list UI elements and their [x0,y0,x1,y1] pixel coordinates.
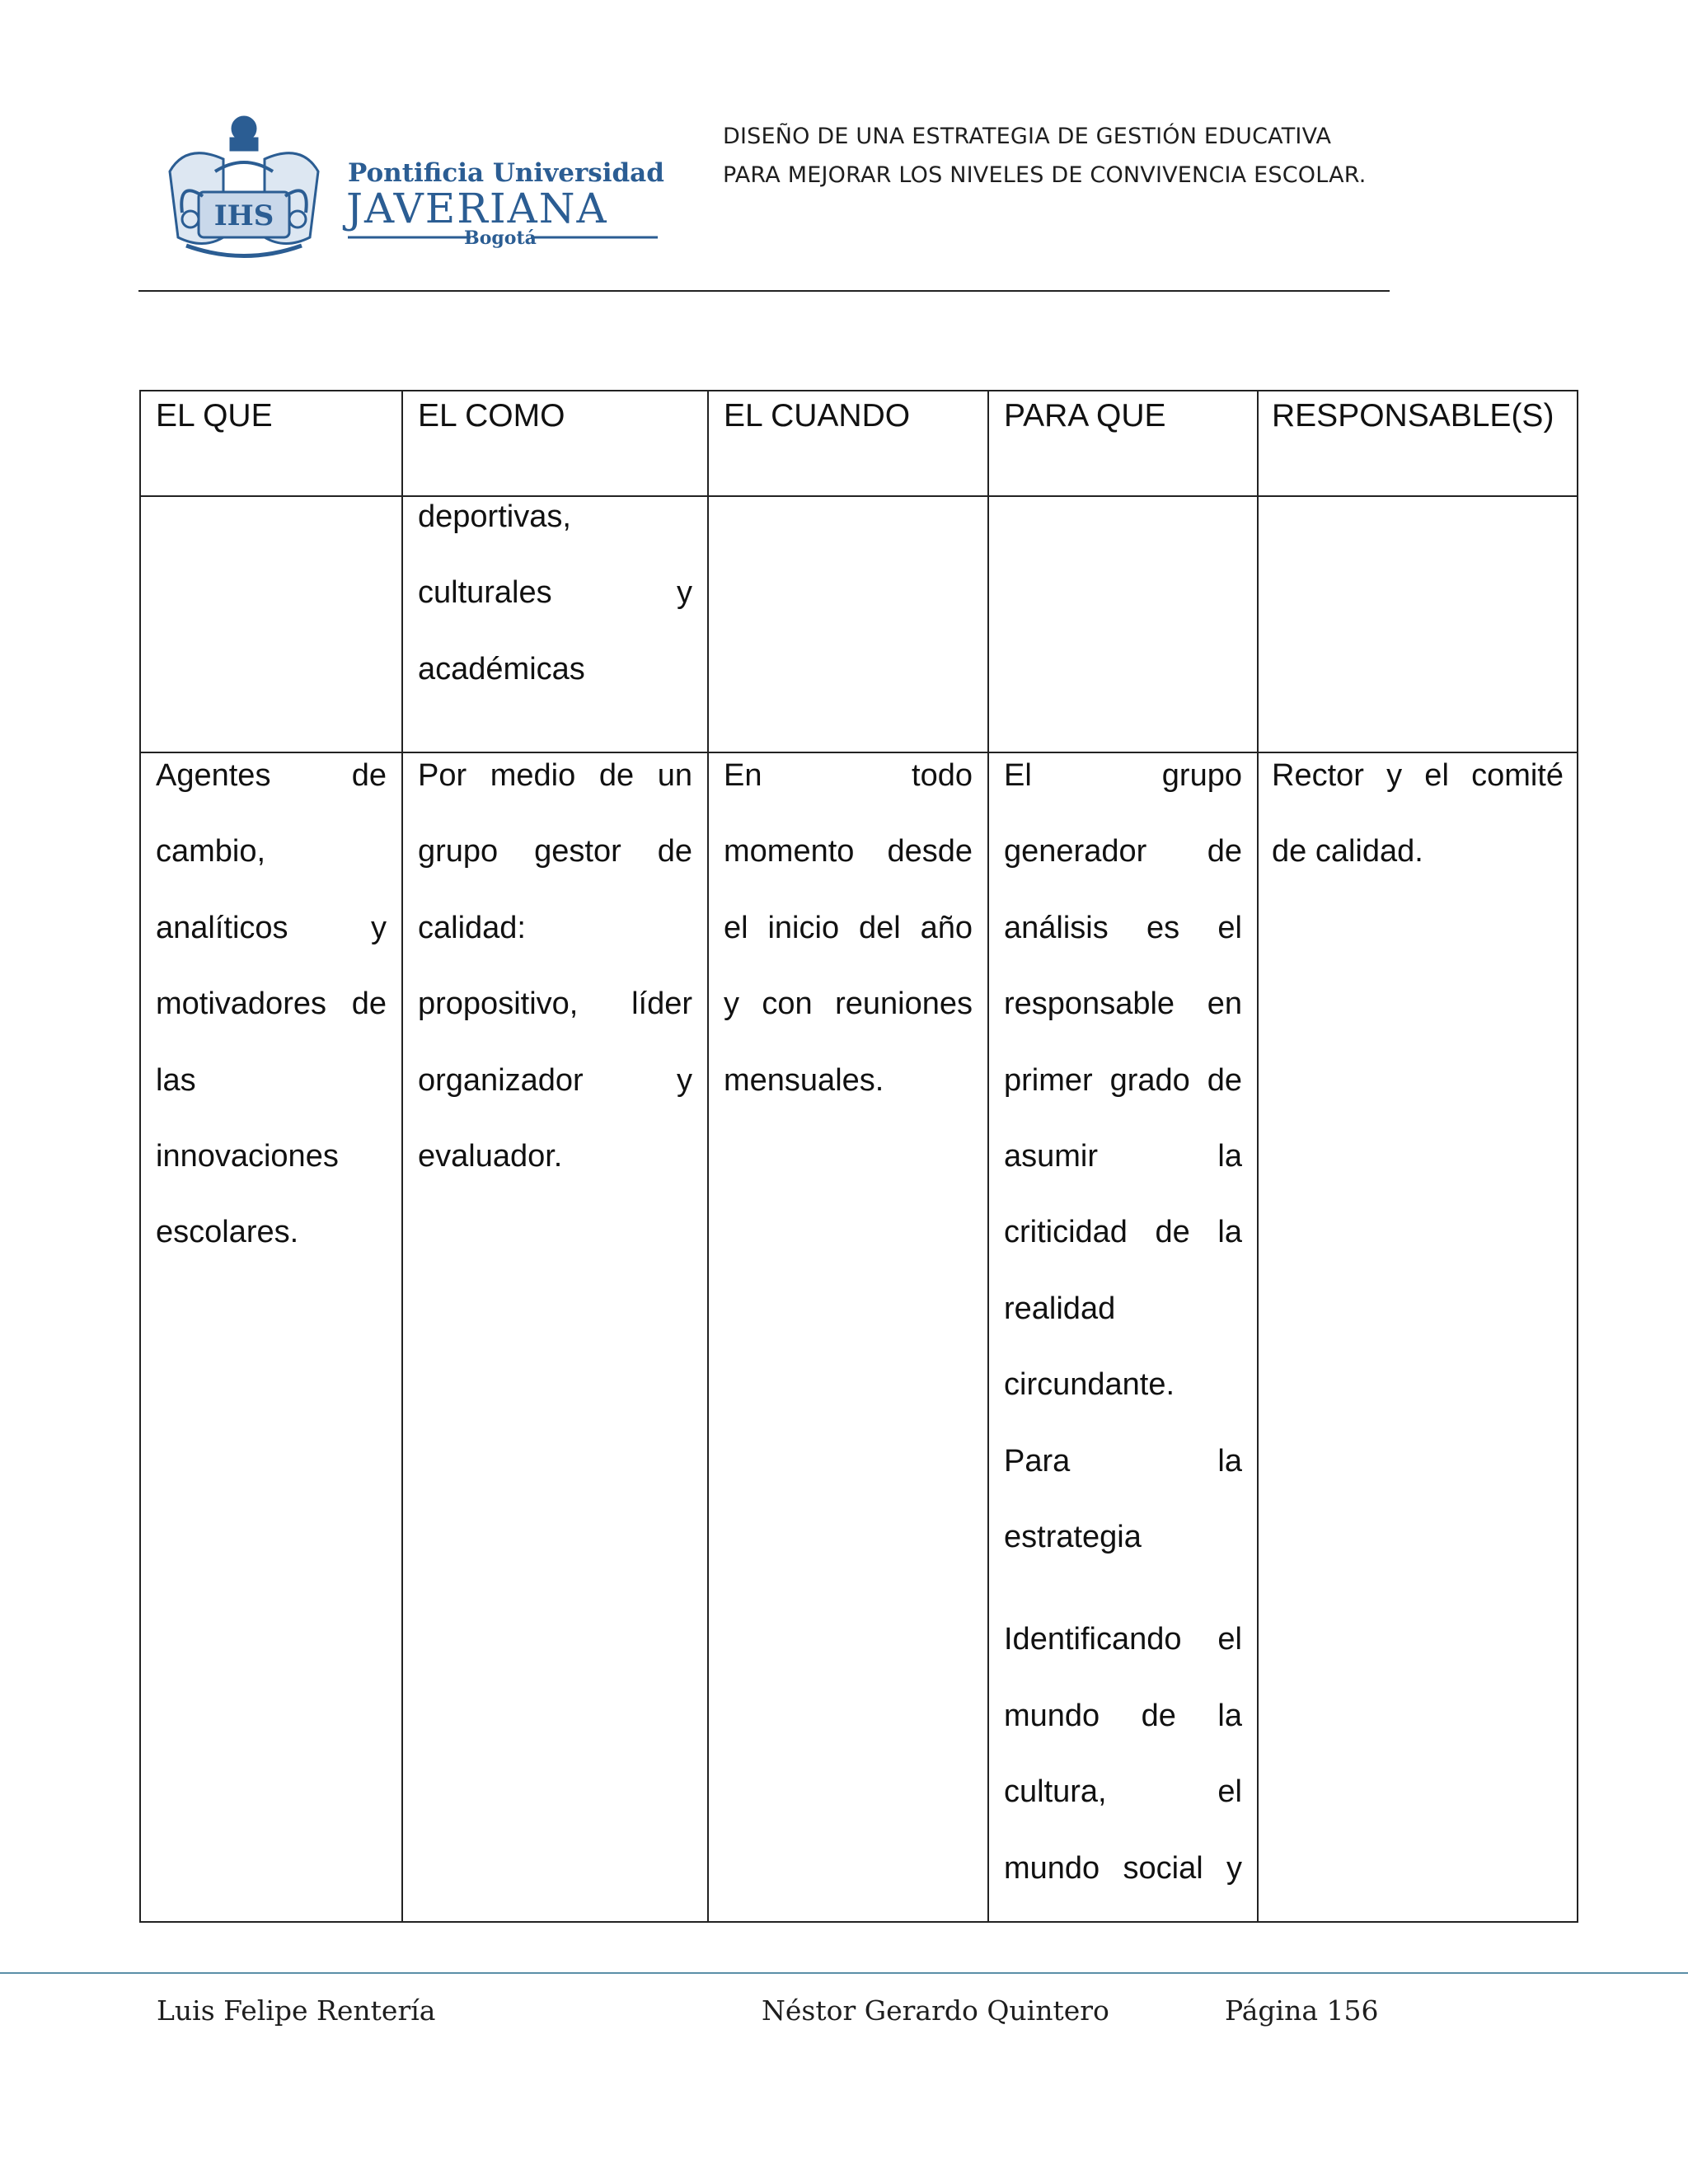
cell-line: motivadores de [156,987,387,1022]
cell-line: calidad: [418,910,526,945]
cell-line: asumir la [1004,1139,1242,1174]
cell-line: evaluador. [418,1139,563,1174]
column-divider [707,391,709,1921]
cell-line: análisis es el [1004,910,1242,945]
cell-line: y con reuniones [724,987,973,1022]
cell-line: innovaciones [156,1139,339,1174]
footer-divider [0,1972,1688,1974]
header-el-cuando: EL CUANDO [724,398,911,434]
cell-line: responsable en [1004,987,1242,1022]
cell-line: momento desde [724,834,973,869]
cell-line: cultura, el [1004,1774,1242,1810]
header-divider [138,290,1390,292]
cell-line: propositivo, líder [418,987,692,1022]
row2-el-que [141,738,401,1271]
document-title-line2: PARA MEJORAR LOS NIVELES DE CONVIVENCIA ESCOLAR. [723,162,1367,188]
header-el-como: EL COMO [418,398,565,434]
column-divider [1257,391,1259,1921]
logo-monogram: IHS [213,199,274,232]
row2-el-cuando [709,738,987,1118]
cell-line: cambio, [156,834,266,869]
cell-line: circundante. [1004,1367,1175,1403]
header-el-que: EL QUE [156,398,273,434]
logo-graphic [153,114,664,262]
cell-line: escolares. [156,1215,299,1250]
row1-el-como [403,479,707,707]
cell-line: analíticos y [156,910,387,945]
logo-line2: JAVERIANA [346,185,608,232]
cell-line: mensuales. [724,1062,884,1098]
cell-line: mundo de la [1004,1698,1242,1733]
cell-line: El grupo [1004,758,1242,793]
document-title-line1: DISEÑO DE UNA ESTRATEGIA DE GESTIÓN EDUCATIVA [723,124,1332,149]
page-number: Página 156 [1225,1994,1379,2027]
cell-line: estrategia [1004,1520,1142,1555]
cell-line: generador de [1004,834,1242,869]
cell-line: el inicio del año [724,910,973,945]
cell-line: de calidad. [1272,834,1423,869]
footer-author-2: Néstor Gerardo Quintero [762,1994,1109,2027]
logo-line3: Bogotá [464,227,537,249]
cell-line: las [156,1062,196,1098]
university-logo [153,114,664,262]
cell-line: culturales y [418,575,692,611]
cell-line: Identificando el [1004,1622,1242,1657]
cell-line: organizador y [418,1062,692,1098]
cell-line: realidad [1004,1291,1116,1326]
document-title [723,117,1367,194]
crest-icon [170,117,318,256]
cell-line: Para la [1004,1443,1242,1479]
cell-line: deportivas, [418,499,571,534]
cell-line: Agentes de [156,758,387,793]
cell-line: grupo gestor de [418,834,692,869]
header-responsables: RESPONSABLE(S) [1272,398,1554,434]
cell-line: Por medio de un [418,758,692,793]
cell-line: académicas [418,651,585,687]
row-divider [141,495,1577,497]
cell-line: mundo social y [1004,1850,1242,1886]
footer-author-1: Luis Felipe Rentería [157,1994,436,2027]
cell-line: En todo [724,758,973,793]
cell-line: criticidad de la [1004,1215,1242,1250]
header-para-que: PARA QUE [1004,398,1166,434]
cell-line: Rector y el comité [1272,758,1564,793]
row2-para-que [989,738,1257,1906]
logo-line1: Pontificia Universidad [348,158,664,188]
cell-line: primer grado de [1004,1062,1242,1098]
row2-el-como [403,738,707,1194]
row2-responsables [1259,738,1578,890]
strategy-table [139,390,1578,1923]
